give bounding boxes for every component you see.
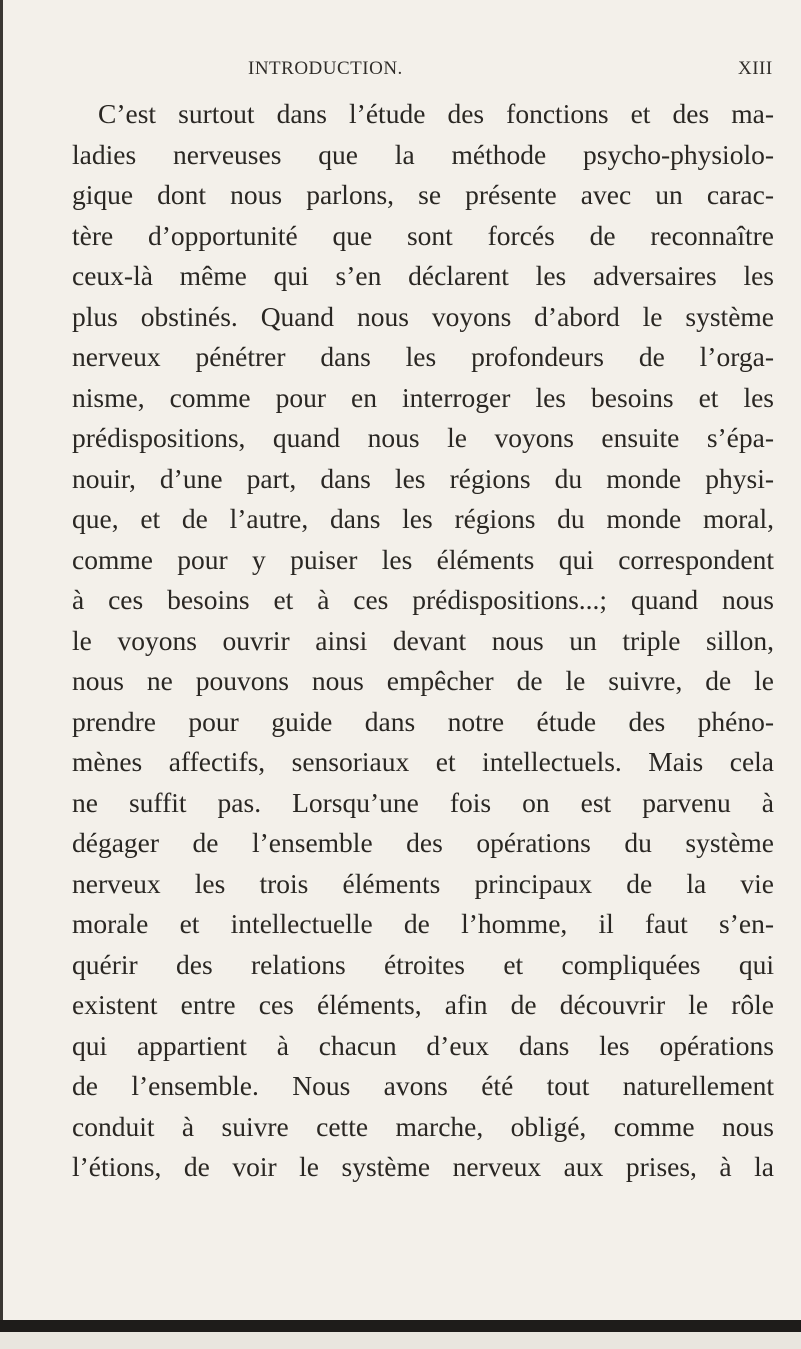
- text-line: prendre pour guide dans notre étude des phéno-: [72, 705, 774, 737]
- running-head: [248, 58, 775, 84]
- page-bottom-edge: [0, 1320, 801, 1332]
- page-number: XIII: [738, 58, 773, 79]
- text-line: nous ne pouvons nous empêcher de le suivre, de le: [72, 665, 774, 696]
- text-line: nerveux les trois éléments principaux de la vie: [72, 867, 774, 899]
- text-line: prédispositions, quand nous le voyons ensuite s’épa-: [72, 422, 774, 453]
- text-line: ceux-là même qui s’en déclarent les adversaires les: [72, 260, 774, 291]
- text-line: conduit à suivre cette marche, obligé, comme nous: [72, 1110, 774, 1142]
- text-line: C’est surtout dans l’étude des fonctions et des ma-: [98, 98, 774, 129]
- text-line: de l’ensemble. Nous avons été tout naturellement: [72, 1070, 774, 1101]
- text-line: tère d’opportunité que sont forcés de reconnaître: [72, 219, 774, 251]
- text-line: l’étions, de voir le système nerveux aux prises, à la: [72, 1151, 774, 1182]
- text-line: nerveux pénétrer dans les profondeurs de l’orga-: [72, 341, 774, 372]
- text-line: que, et de l’autre, dans les régions du monde moral,: [72, 503, 774, 534]
- text-line: gique dont nous parlons, se présente avec un carac-: [72, 179, 774, 210]
- text-line: existent entre ces éléments, afin de découvrir le rôle: [72, 989, 774, 1020]
- page-bottom-margin: [0, 1332, 801, 1349]
- text-line: dégager de l’ensemble des opérations du système: [72, 827, 774, 858]
- text-line: nisme, comme pour en interroger les besoins et les: [72, 381, 774, 413]
- text-line: ne suffit pas. Lorsqu’une fois on est parvenu à: [72, 786, 774, 818]
- text-line: morale et intellectuelle de l’homme, il faut s’en-: [72, 908, 774, 939]
- body-paragraph: [72, 94, 774, 1188]
- text-line: comme pour y puiser les éléments qui correspondent: [72, 543, 774, 575]
- text-line: mènes affectifs, sensoriaux et intellectuels. Mais cela: [72, 746, 774, 777]
- text-line: quérir des relations étroites et compliquées qui: [72, 948, 774, 980]
- running-head-title: INTRODUCTION.: [248, 58, 403, 79]
- text-line: qui appartient à chacun d’eux dans les opérations: [72, 1029, 774, 1061]
- text-line: ladies nerveuses que la méthode psycho-physiolo-: [72, 138, 774, 170]
- text-line: le voyons ouvrir ainsi devant nous un triple sillon,: [72, 624, 774, 656]
- text-line: à ces besoins et à ces prédispositions...; quand nous: [72, 584, 774, 615]
- page-binding-edge: [0, 0, 3, 1349]
- text-line: nouir, d’une part, dans les régions du monde physi-: [72, 462, 774, 494]
- text-line: plus obstinés. Quand nous voyons d’abord le système: [72, 300, 774, 332]
